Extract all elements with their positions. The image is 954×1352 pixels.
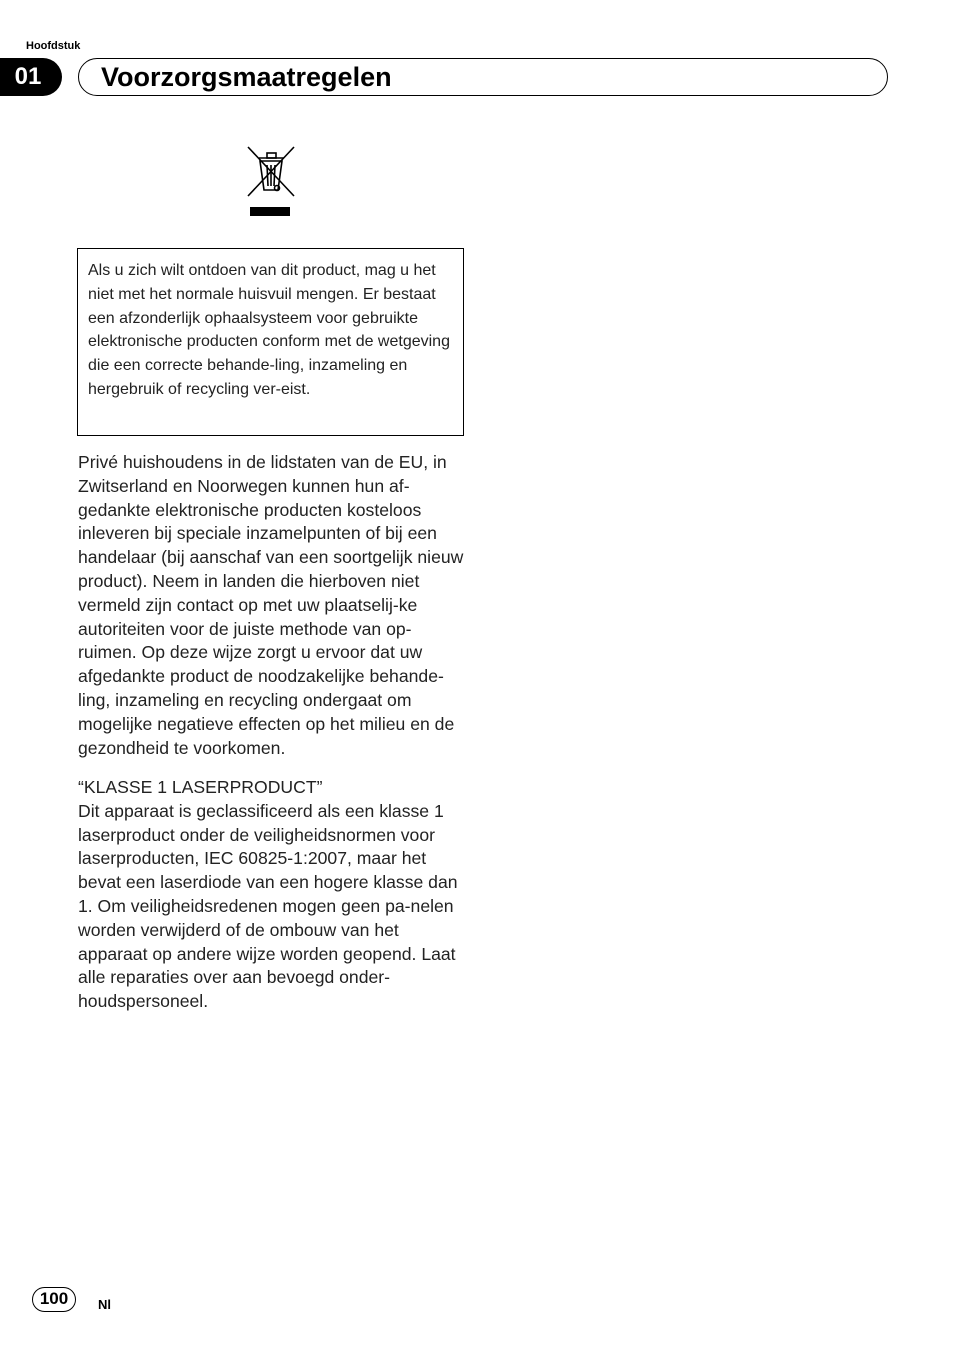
crossed-out-wheelie-bin-icon (244, 144, 298, 218)
notice-text: Als u zich wilt ontdoen van dit product, mag u het niet met het normale huisvuil mengen. Er bestaat een afzonderlijk ophaalsysteem voor gebruikte elektronische producten conform met de wetgeving die een correcte behande-ling, inzameling en hergebruik of recycling ver-eist. (88, 262, 450, 398)
laser-paragraph: Dit apparaat is geclassificeerd als een klasse 1 laserproduct onder de veiligheidsnormen voor laserproducten, IEC 60825-1:2007, maar het bevat een laserdiode van een hogere klasse dan 1. Om veiligheidsredenen mogen geen pa-nelen worden verwijderd of de ombouw van het apparaat op andere wijze worden geopend. Laat alle reparaties over aan bevoegd onder-houdspersoneel. (78, 800, 458, 1012)
language-code: Nl (98, 1297, 111, 1312)
notice-box (77, 248, 464, 436)
chapter-number: 01 (0, 58, 62, 96)
page-number: 100 (32, 1287, 76, 1312)
body-paragraph: Privé huishoudens in de lidstaten van de EU, in Zwitserland en Noorwegen kunnen hun af-gedankte elektronische producten kosteloos inleveren bij speciale inzamelpunten of bij een handelaar (bij aanschaf van een soortgelijk nieuw product). Neem in landen die hierboven niet vermeld zijn contact op met uw plaatselij-ke autoriteiten voor de juiste methode van op-ruimen. Op deze wijze zorgt u ervoor dat uw afgedankte product de noodzakelijke behande-ling, inzameling en recycling ondergaat om mogelijke negatieve effecten op het milieu en de gezondheid te voorkomen. (78, 452, 464, 758)
chapter-label: Hoofdstuk (26, 40, 81, 52)
laser-section (78, 776, 468, 1014)
title-bar (78, 58, 888, 96)
laser-heading: “KLASSE 1 LASERPRODUCT” (78, 777, 323, 797)
page-title: Voorzorgsmaatregelen (101, 62, 392, 92)
